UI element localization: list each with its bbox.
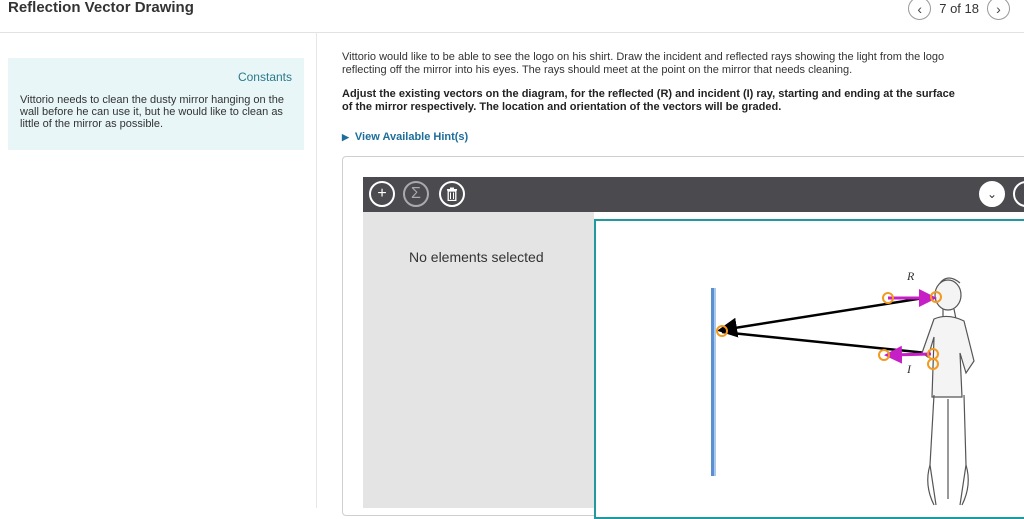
page-title: Reflection Vector Drawing bbox=[8, 0, 194, 16]
sigma-icon: Σ bbox=[411, 185, 421, 202]
info-button[interactable] bbox=[1013, 181, 1024, 207]
problem-instructions: Adjust the existing vectors on the diagram, for the reflected (R) and incident (I) ray, starting and ending at the surface of the mirror respectively. The location and orientation of the vectors will be graded. bbox=[342, 88, 955, 113]
label-r: R bbox=[907, 269, 915, 283]
ray-to-eye bbox=[722, 297, 930, 330]
pagination bbox=[908, 0, 1010, 20]
chevron-left-icon: ‹ bbox=[917, 0, 923, 17]
constants-title: Constants bbox=[237, 70, 292, 84]
chevron-right-icon: › bbox=[996, 0, 1001, 17]
vector-i[interactable] bbox=[890, 354, 931, 355]
page-counter: 7 of 18 bbox=[939, 1, 979, 16]
chevron-down-icon: ⌄ bbox=[986, 187, 998, 201]
caret-right-icon: ▶ bbox=[342, 132, 349, 142]
add-button[interactable] bbox=[369, 181, 395, 207]
delete-button[interactable] bbox=[439, 181, 465, 207]
handle-i-end[interactable] bbox=[879, 350, 889, 360]
diagram bbox=[594, 219, 1024, 508]
next-button[interactable] bbox=[987, 0, 1010, 20]
constants-panel bbox=[8, 58, 304, 150]
ray-from-logo bbox=[722, 332, 927, 353]
handle-mirror[interactable] bbox=[717, 326, 727, 336]
plus-icon: + bbox=[377, 185, 387, 202]
hint-link[interactable] bbox=[342, 131, 468, 143]
constants-text: Vittorio needs to clean the dusty mirror hanging on the wall before he can use it, but he would like to clean as little of the mirror as possible. bbox=[20, 94, 284, 130]
previous-button[interactable] bbox=[908, 0, 931, 20]
person-figure bbox=[922, 278, 974, 505]
trash-icon bbox=[446, 187, 458, 201]
top-bar bbox=[0, 0, 1024, 33]
dropdown-button[interactable] bbox=[979, 181, 1005, 207]
problem-statement: Vittorio would like to be able to see the logo on his shirt. Draw the incident and reflected rays showing the light from the logo reflecting off the mirror into his eyes. The rays should meet at the point on the mirror that needs cleaning. bbox=[342, 51, 945, 76]
label-i: I bbox=[907, 362, 911, 376]
sum-button[interactable] bbox=[403, 181, 429, 207]
hint-link-label: View Available Hint(s) bbox=[354, 131, 469, 143]
drawing-toolbar bbox=[363, 177, 1024, 212]
no-selection-text: No elements selected bbox=[409, 249, 544, 265]
panel-divider bbox=[316, 32, 317, 508]
